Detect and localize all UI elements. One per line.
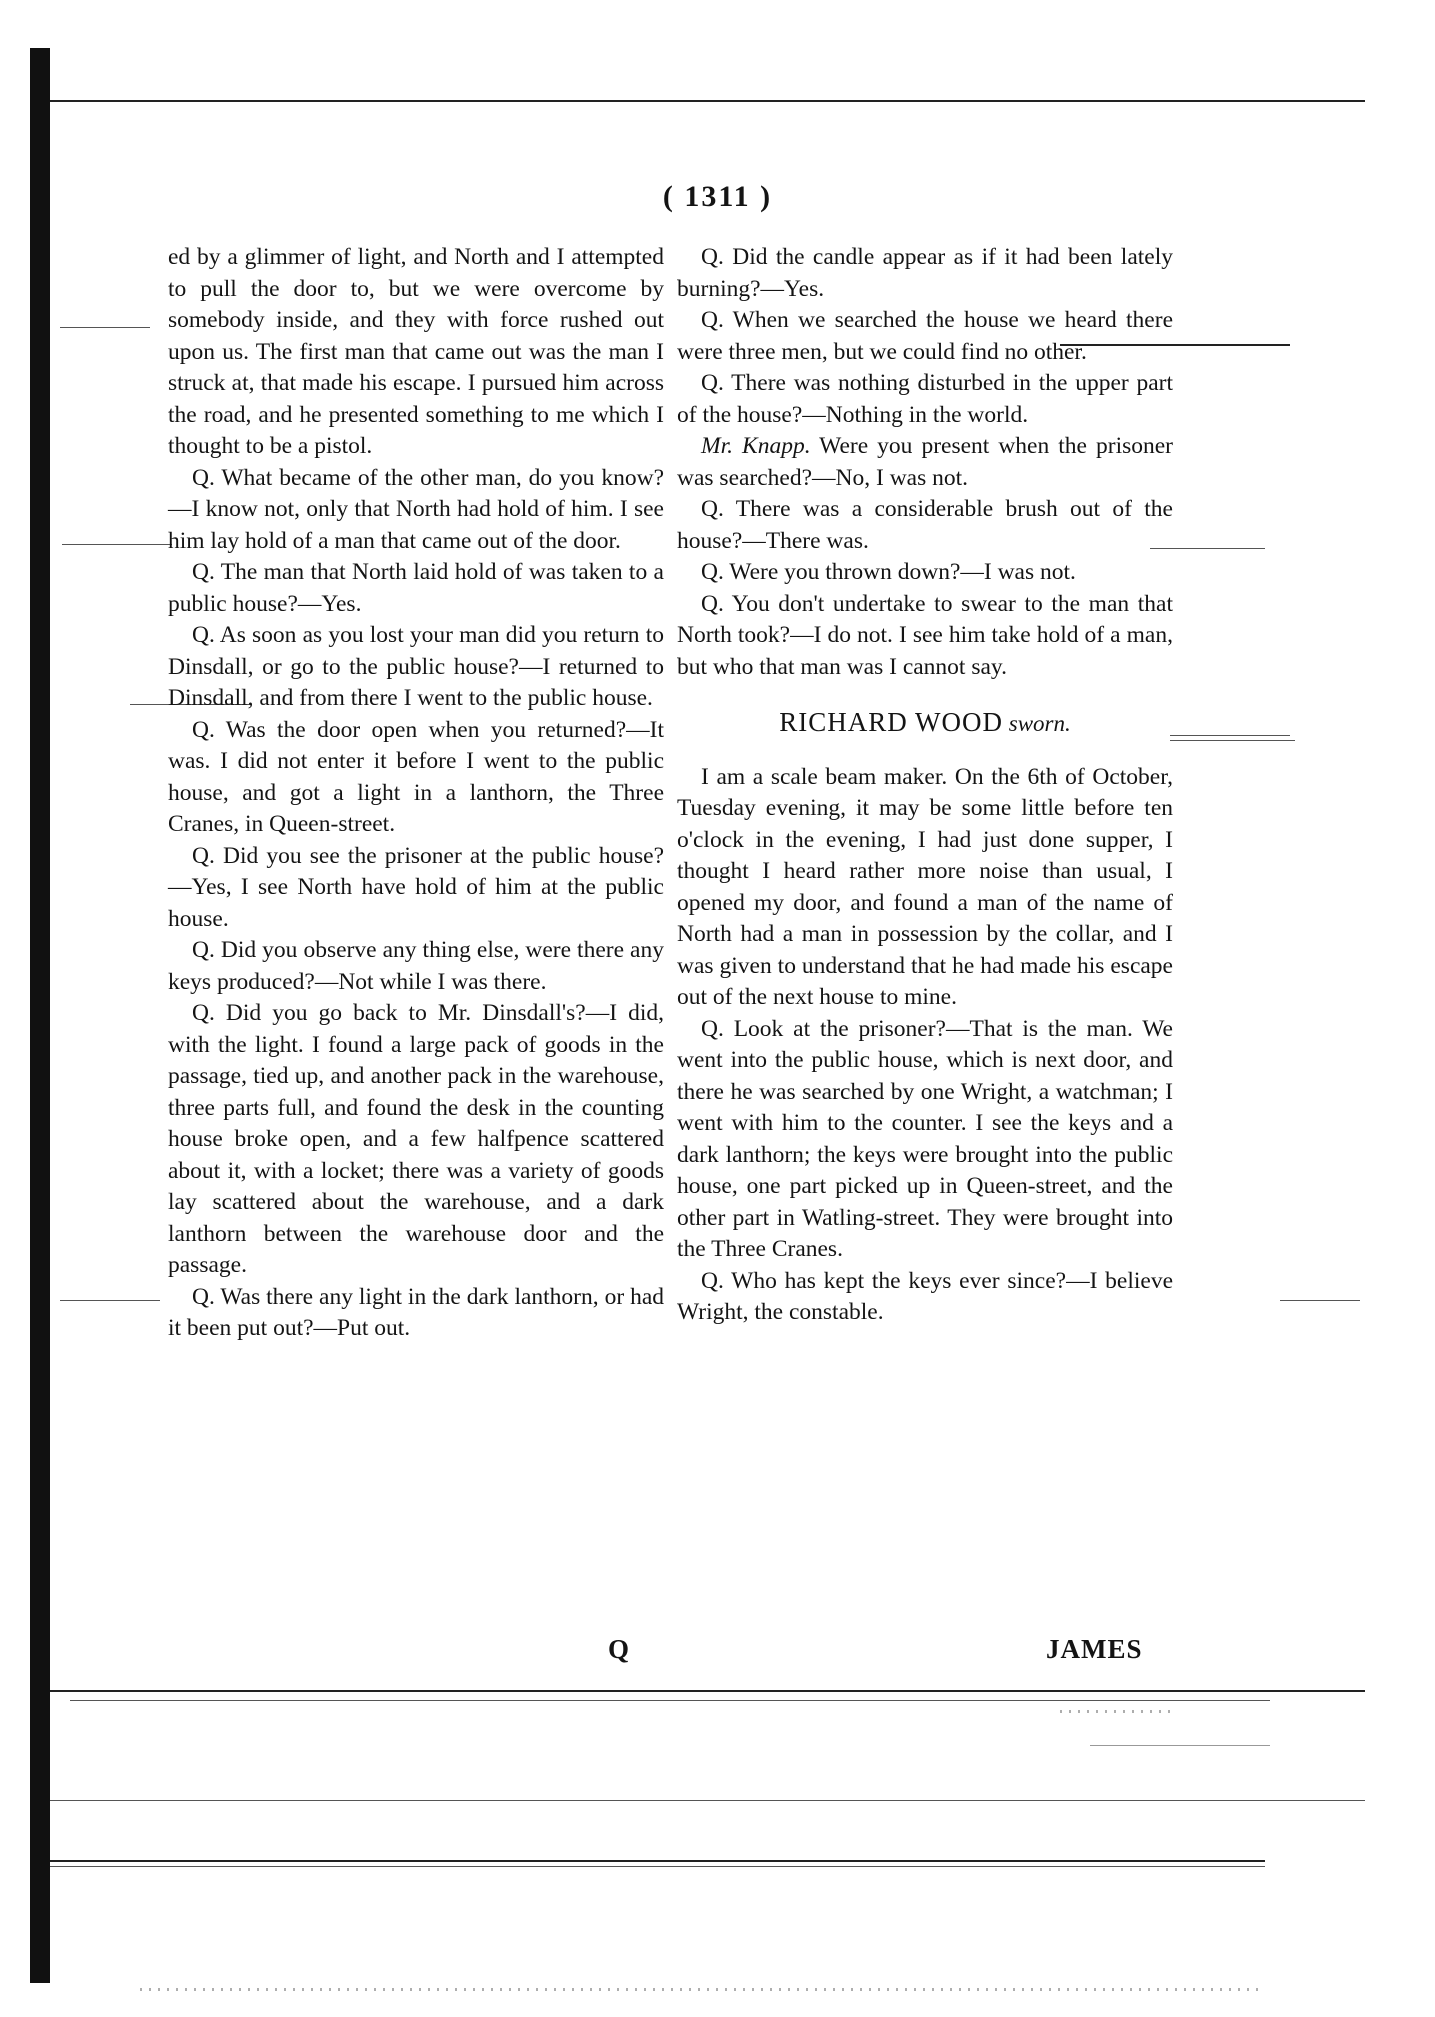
paragraph: Q. Were you thrown down?—I was not. xyxy=(701,559,1076,585)
margin-rule xyxy=(62,544,172,545)
witness-sworn: sworn. xyxy=(1003,711,1071,736)
paragraph: Q. You don't undertake to swear to the man that North took?—I do not. I see him take hold of a man, but who that man was I cannot say. xyxy=(677,590,1173,680)
paragraph: Q. There was a considerable brush out of the house?—There was. xyxy=(677,496,1173,554)
paragraph: Q. Was there any light in the dark lanthorn, or had it been put out?—Put out. xyxy=(168,1283,664,1341)
paragraph: Q. When we searched the house we heard there were three men, but we could find no other. xyxy=(677,307,1173,365)
bottom-rule-faint xyxy=(70,1700,1270,1701)
paragraph-knapp xyxy=(677,431,1173,494)
margin-rule xyxy=(1170,735,1290,736)
margin-rule xyxy=(1280,1300,1360,1301)
catchword: JAMES xyxy=(1046,1634,1143,1664)
paragraph: Q. Look at the prisoner?—That is the man. We went into the public house, which is next door, and there he was searched by one Wright, a watchman; I went with him to the counter. I see the keys and a dark lanthorn; the keys were brought into the public house, one part picked up in Queen-street, and the other part in Watling-street. They were brought into the Three Cranes. xyxy=(677,1015,1173,1262)
paragraph: I am a scale beam maker. On the 6th of October, Tuesday evening, it may be some little before ten o'clock in the evening, I had just done supper, I thought I heard rather more noise than usual, I opened my door, and found a man of the name of North had a man in possession by the collar, and I was given to understand that he had made his escape out of the next house to mine. xyxy=(677,763,1173,1010)
binding-edge xyxy=(30,48,50,1983)
witness-heading xyxy=(677,707,1173,740)
scan-speckle xyxy=(1060,1710,1170,1713)
paragraph: ed by a glimmer of light, and North and I attempted to pull the door to, but we were overcome by somebody inside, and they with force rushed out upon us. The first man that came out was the man I struck at, that made his escape. I pursued him across the road, and he presented something to me which I thought to be a pistol. xyxy=(168,244,664,459)
margin-rule xyxy=(60,327,150,328)
paragraph: Q. Did you go back to Mr. Dinsdall's?—I did, with the light. I found a large pack of goods in the passage, tied up, and another pack in the warehouse, three parts full, and found the desk in the counting house broke open, and a few halfpence scattered about it, with a locket; there was a variety of goods lay scattered about the warehouse, and a dark lanthorn between the warehouse door and the passage. xyxy=(168,1000,664,1278)
paragraph: Q. Did the candle appear as if it had been lately burning?—Yes. xyxy=(677,244,1173,302)
scan-line xyxy=(50,1800,1365,1801)
paragraph: Q. Who has kept the keys ever since?—I believe Wright, the constable. xyxy=(677,1267,1173,1325)
page-number: ( 1311 ) xyxy=(662,180,773,213)
witness-name: RICHARD WOOD xyxy=(779,707,1003,737)
paragraph: Q. There was nothing disturbed in the upper part of the house?—Nothing in the world. xyxy=(677,370,1173,428)
scan-line xyxy=(50,1860,1265,1862)
margin-rule xyxy=(60,1300,160,1301)
paragraph: Q. Was the door open when you returned?—It was. I did not enter it before I went to the public house, and got a light in a lanthorn, the Three Cranes, in Queen-street. xyxy=(168,716,664,837)
scan-line xyxy=(50,1866,1265,1867)
bottom-rule xyxy=(50,1690,1365,1692)
paragraph: Q. As soon as you lost your man did you return to Dinsdall, or go to the public house?—I returned to Dinsdall, and from there I went to the public house. xyxy=(168,622,664,711)
speaker-text: Were you present when the prisoner was searched?—No, I was not. xyxy=(677,433,1174,491)
paragraph: Q. Did you see the prisoner at the public house?—Yes, I see North have hold of him at the public house. xyxy=(168,842,664,932)
paragraph: Q. The man that North laid hold of was taken to a public house?—Yes. xyxy=(168,559,664,617)
speaker-name: Mr. Knapp. xyxy=(701,433,811,459)
margin-rule xyxy=(1170,740,1295,741)
signature-mark: Q xyxy=(608,1634,631,1664)
right-column xyxy=(677,242,1173,1329)
top-rule xyxy=(50,100,1365,102)
scan-speckle xyxy=(140,1988,1260,1991)
paragraph: Q. Did you observe any thing else, were there any keys produced?—Not while I was there. xyxy=(168,937,664,995)
paragraph: Q. What became of the other man, do you know?—I know not, only that North had hold of him. I see him lay hold of a man that came out of the door. xyxy=(168,464,664,554)
scan-line xyxy=(1090,1745,1270,1746)
left-column xyxy=(168,242,664,1345)
